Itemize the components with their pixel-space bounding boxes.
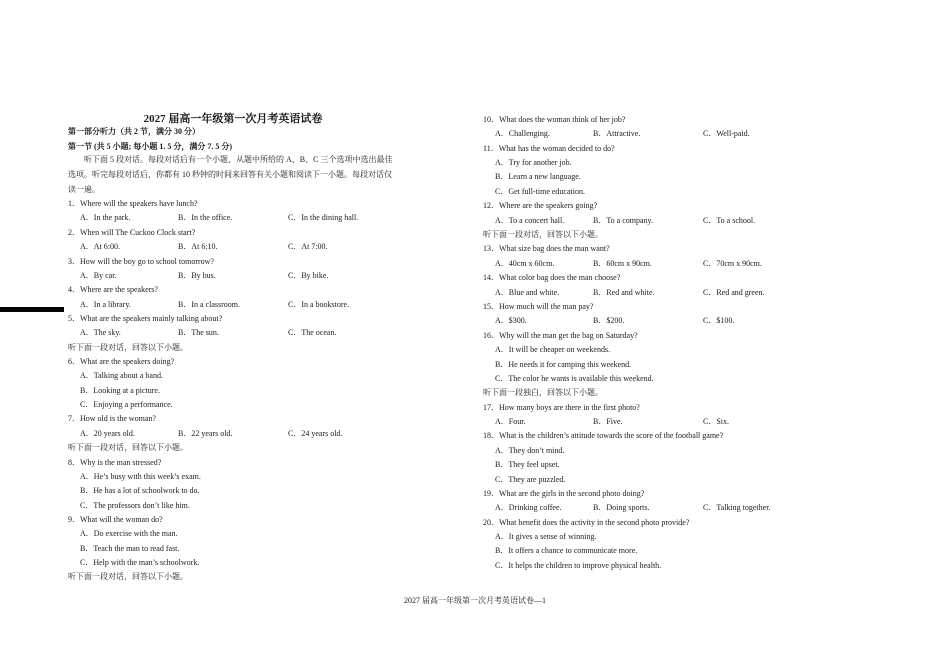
- question-text: 13．What size bag does the man want?: [483, 244, 610, 253]
- answer-option: C．They are puzzled.: [495, 475, 566, 484]
- instruction-line: 选项。听完每段对话后，你都有 10 秒钟的时间来回答有关小题和阅读下一小题。每段对话仅: [68, 170, 392, 179]
- answer-option: C．The professors don’t like him.: [80, 501, 190, 510]
- answer-option: C．Get full-time education.: [495, 187, 585, 196]
- answer-option: C．It helps the children to improve physical health.: [495, 561, 662, 570]
- question-text: 8．Why is the man stressed?: [68, 458, 162, 467]
- answer-option: A．Talking about a band.: [80, 371, 163, 380]
- question-text: 19．What are the girls in the second photo doing?: [483, 489, 645, 498]
- answer-option: B．Looking at a picture.: [80, 386, 160, 395]
- part-heading: 第一节 (共 5 小题; 每小题 1. 5 分，满分 7. 5 分): [68, 142, 232, 151]
- answer-option: A．It gives a sense of winning.: [495, 532, 597, 541]
- instruction-line: 听下面 5 段对话。每段对话后有一个小题，从题中所给的 A、B、C 三个选项中选出最佳: [84, 155, 393, 164]
- answer-option: A．Try for another job.: [495, 158, 572, 167]
- answer-option: B．To a company.: [593, 216, 654, 225]
- question-text: 3．How will the boy go to school tomorrow?: [68, 257, 214, 266]
- answer-option: A．The sky.: [80, 328, 121, 337]
- answer-option: C．Talking together.: [703, 503, 771, 512]
- answer-option: C．Well-paid.: [703, 129, 750, 138]
- question-text: 11．What has the woman decided to do?: [483, 144, 615, 153]
- answer-option: A．20 years old.: [80, 429, 135, 438]
- answer-option: A．40cm x 60cm.: [495, 259, 555, 268]
- question-text: 17．How many boys are there in the first photo?: [483, 403, 640, 412]
- answer-option: A．Blue and white.: [495, 288, 560, 297]
- answer-option: B．In a classroom.: [178, 300, 240, 309]
- answer-option: B．By bus.: [178, 271, 216, 280]
- question-text: 10．What does the woman think of her job?: [483, 115, 626, 124]
- answer-option: A．Drinking coffee.: [495, 503, 562, 512]
- answer-option: C．Red and green.: [703, 288, 765, 297]
- page-footer: 2027 届高一年级第一次月考英语试卷—1: [404, 596, 546, 605]
- answer-option: A．In a library.: [80, 300, 131, 309]
- question-text: 5．What are the speakers mainly talking about?: [68, 314, 223, 323]
- question-text: 18．What is the children’s attitude towards the score of the football game?: [483, 431, 724, 440]
- answer-option: A．$300.: [495, 316, 527, 325]
- answer-option: C．At 7:00.: [288, 242, 328, 251]
- answer-option: B．Red and white.: [593, 288, 655, 297]
- answer-option: B．The sun.: [178, 328, 219, 337]
- answer-option: C．70cm x 90cm.: [703, 259, 762, 268]
- answer-option: A．Challenging.: [495, 129, 550, 138]
- answer-option: C．Six.: [703, 417, 730, 426]
- answer-option: B．Learn a new language.: [495, 172, 581, 181]
- answer-option: B．Five.: [593, 417, 623, 426]
- answer-option: A．To a concert hall.: [495, 216, 565, 225]
- answer-option: C．24 years old.: [288, 429, 343, 438]
- question-text: 听下面一段对话，回答以下小题。: [483, 230, 603, 239]
- question-text: 4．Where are the speakers?: [68, 285, 158, 294]
- answer-option: A．Four.: [495, 417, 526, 426]
- answer-option: B．$200.: [593, 316, 625, 325]
- answer-option: B．Attractive.: [593, 129, 641, 138]
- question-text: 听下面一段对话，回答以下小题。: [68, 443, 188, 452]
- answer-option: C．The color he wants is available this weekend.: [495, 374, 654, 383]
- answer-option: A．In the park.: [80, 213, 131, 222]
- answer-option: C．In a bookstore.: [288, 300, 350, 309]
- instruction-line: 读一遍。: [68, 185, 100, 194]
- answer-option: B．22 years old.: [178, 429, 233, 438]
- answer-option: B．In the office.: [178, 213, 233, 222]
- section-heading: 第一部分听力（共 2 节，满分 30 分）: [68, 127, 200, 136]
- answer-option: B．It offers a chance to communicate more.: [495, 546, 638, 555]
- question-text: 听下面一段对话，回答以下小题。: [68, 572, 188, 581]
- question-text: 12．Where are the speakers going?: [483, 201, 598, 210]
- answer-option: C．Enjoying a performance.: [80, 400, 173, 409]
- answer-option: B．Doing sports.: [593, 503, 650, 512]
- answer-option: C．To a school.: [703, 216, 756, 225]
- exam-title: 2027 届高一年级第一次月考英语试卷: [143, 113, 323, 125]
- question-text: 听下面一段对话，回答以下小题。: [68, 343, 188, 352]
- answer-option: A．At 6:00.: [80, 242, 120, 251]
- answer-option: A．He’s busy with this week’s exam.: [80, 472, 201, 481]
- question-text: 2．When will The Cuckoo Clock start?: [68, 228, 196, 237]
- answer-option: C．Help with the man’s schoolwork.: [80, 558, 200, 567]
- answer-option: C．In the dining hall.: [288, 213, 359, 222]
- answer-option: B．At 6:10.: [178, 242, 218, 251]
- question-text: 16．Why will the man get the bag on Saturday?: [483, 331, 638, 340]
- answer-option: B．They feel upset.: [495, 460, 560, 469]
- question-text: 6．What are the speakers doing?: [68, 357, 175, 366]
- answer-option: A．Do exercise with the man.: [80, 529, 178, 538]
- question-text: 听下面一段独白，回答以下小题。: [483, 388, 603, 397]
- answer-option: B．Teach the man to read fast.: [80, 544, 180, 553]
- answer-option: C．$100.: [703, 316, 735, 325]
- question-text: 1．Where will the speakers have lunch?: [68, 199, 198, 208]
- answer-option: A．It will be cheaper on weekends.: [495, 345, 611, 354]
- answer-option: B．60cm x 90cm.: [593, 259, 652, 268]
- answer-option: B．He needs it for camping this weekend.: [495, 360, 632, 369]
- question-text: 20．What benefit does the activity in the second photo provide?: [483, 518, 690, 527]
- answer-option: A．They don’t mind.: [495, 446, 565, 455]
- question-text: 15．How much will the man pay?: [483, 302, 594, 311]
- margin-bar: [0, 307, 64, 312]
- answer-option: C．The ocean.: [288, 328, 337, 337]
- question-text: 7．How old is the woman?: [68, 414, 156, 423]
- answer-option: B．He has a lot of schoolwork to do.: [80, 486, 200, 495]
- answer-option: C．By bike.: [288, 271, 329, 280]
- answer-option: A．By car.: [80, 271, 117, 280]
- question-text: 14．What color bag does the man choose?: [483, 273, 621, 282]
- question-text: 9．What will the woman do?: [68, 515, 163, 524]
